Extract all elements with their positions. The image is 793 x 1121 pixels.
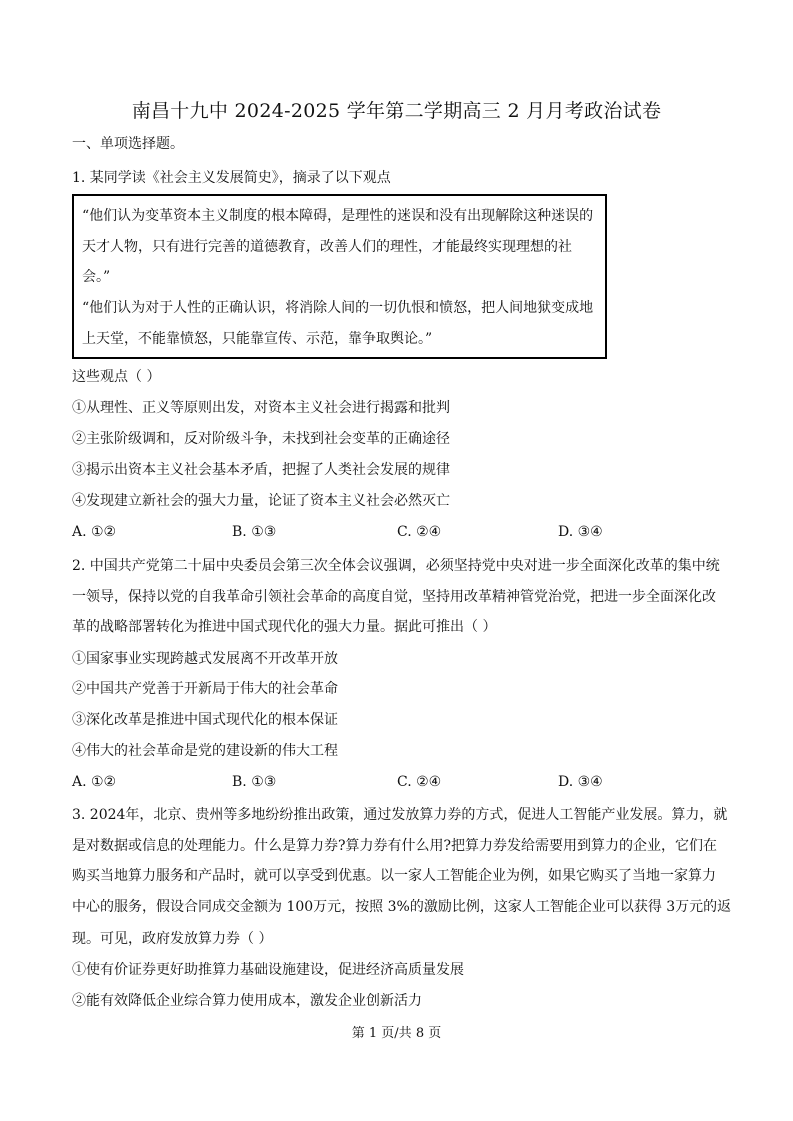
section-heading: 一、单项选择题。 bbox=[72, 136, 184, 152]
q1-item: ③揭示出资本主义社会基本矛盾，把握了人类社会发展的规律 bbox=[72, 462, 450, 478]
q2-item: ①国家事业实现跨越式发展离不开改革开放 bbox=[72, 651, 338, 667]
q2-stem-line: 2. 中国共产党第二十届中央委员会第三次全体会议强调，必须坚持党中央对进一步全面深化改革的集中统 bbox=[72, 558, 720, 574]
q2-options bbox=[72, 772, 632, 792]
q1-option-b[interactable]: B. ①③ bbox=[232, 524, 277, 540]
q3-item: ①使有价证券更好助推算力基础设施建设，促进经济高质量发展 bbox=[72, 962, 464, 978]
q3-stem-line: 3. 2024年，北京、贵州等多地纷纷推出政策，通过发放算力券的方式，促进人工智能产业发展。算力，就 bbox=[72, 807, 728, 823]
page-number: 第 1 页/共 8 页 bbox=[351, 1026, 442, 1041]
q1-prompt: 这些观点（ ） bbox=[72, 369, 161, 385]
q2-stem-line: 一领导，保持以党的自我革命引领社会革命的高度自觉，坚持用改革精神管党治党，把进一步全面深化改 bbox=[72, 589, 716, 605]
q1-option-d[interactable]: D. ③④ bbox=[558, 524, 603, 540]
q1-quote-line: 会。” bbox=[82, 269, 111, 285]
q1-option-a[interactable]: A. ①② bbox=[72, 524, 117, 540]
q1-quote-line: 上天堂，不能靠愤怒，只能靠宣传、示范，靠争取舆论。” bbox=[82, 331, 433, 347]
q2-item: ④伟大的社会革命是党的建设新的伟大工程 bbox=[72, 743, 338, 759]
q2-item: ③深化改革是推进中国式现代化的根本保证 bbox=[72, 712, 338, 728]
q2-item: ②中国共产党善于开新局于伟大的社会革命 bbox=[72, 681, 338, 697]
q1-options bbox=[72, 522, 632, 542]
page-title: 南昌十九中 2024-2025 学年第二学期高三 2 月月考政治试卷 bbox=[131, 100, 662, 122]
q1-option-c[interactable]: C. ②④ bbox=[397, 524, 442, 540]
q1-quote-box bbox=[72, 194, 607, 359]
q3-stem-line: 是对数据或信息的处理能力。什么是算力券?算力券有什么用?把算力券发给需要用到算力的企业，它们在 bbox=[72, 838, 718, 854]
q1-item: ②主张阶级调和，反对阶级斗争，未找到社会变革的正确途径 bbox=[72, 431, 450, 447]
q1-stem: 1. 某同学读《社会主义发展简史》，摘录了以下观点 bbox=[72, 170, 391, 186]
q2-option-b[interactable]: B. ①③ bbox=[232, 774, 277, 790]
q2-option-c[interactable]: C. ②④ bbox=[397, 774, 442, 790]
q3-stem-line: 中心的服务，假设合同成交金额为 100万元，按照 3%的激励比例，这家人工智能企业可以获得 3万元的返 bbox=[72, 899, 732, 915]
q2-option-a[interactable]: A. ①② bbox=[72, 774, 117, 790]
q3-stem-line: 现。可见，政府发放算力券（ ） bbox=[72, 931, 273, 947]
q3-stem-line: 购买当地算力服务和产品时，就可以享受到优惠。以一家人工智能企业为例，如果它购买了当地一家算力 bbox=[72, 868, 716, 884]
q1-item: ①从理性、正义等原则出发，对资本主义社会进行揭露和批判 bbox=[72, 400, 450, 416]
q2-option-d[interactable]: D. ③④ bbox=[558, 774, 603, 790]
q2-stem-line: 革的战略部署转化为推进中国式现代化的强大力量。据此可推出（ ） bbox=[72, 619, 497, 635]
q1-quote-line: 天才人物，只有进行完善的道德教育，改善人们的理性，才能最终实现理想的社 bbox=[82, 239, 572, 255]
q1-quote-line: “他们认为对于人性的正确认识，将消除人间的一切仇恨和愤怒，把人间地狱变成地 bbox=[82, 300, 594, 316]
q1-quote-line: “他们认为变革资本主义制度的根本障碍，是理性的迷误和没有出现解除这种迷误的 bbox=[82, 208, 594, 224]
q3-item: ②能有效降低企业综合算力使用成本，激发企业创新活力 bbox=[72, 993, 422, 1009]
q1-item: ④发现建立新社会的强大力量，论证了资本主义社会必然灭亡 bbox=[72, 493, 450, 509]
